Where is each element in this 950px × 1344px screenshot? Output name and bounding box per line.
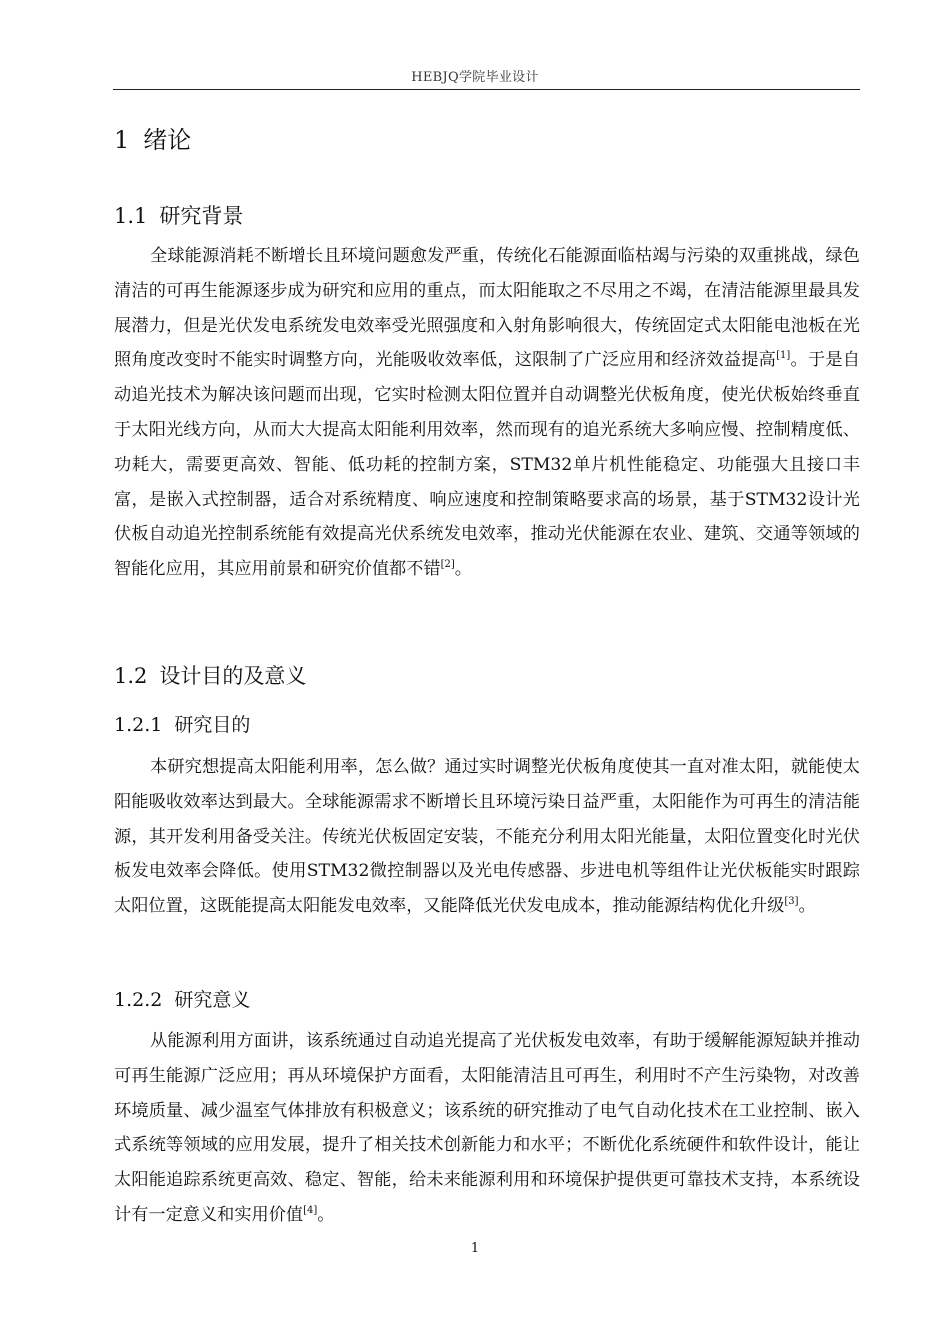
subsection-heading-1-2-2 <box>114 985 250 1012</box>
chapter-heading <box>114 120 191 155</box>
section-title: 研究背景 <box>159 204 244 228</box>
citation: [1] <box>776 350 791 362</box>
section-heading-1-1 <box>114 200 243 230</box>
paragraph-text: 从能源利用方面讲，该系统通过自动追光提高了光伏板发电效率，有助于缓解能源短缺并推动可再生能源广泛应用；再从环境保护方面看，太阳能清洁且可再生，利用时不产生污染物，对改善环境质量、减少温室气体排放有积极意义；该系统的研究推动了电气自动化技术在工业控制、嵌入式系统等领域的应用发展，提升了相关技术创新能力和水平；不断优化系统硬件和软件设计，能让太阳能追踪系统更高效、稳定、智能，给未来能源利用和环境保护提供更可靠技术支持，本系统设计有一定意义和实用价值 <box>114 1031 860 1225</box>
paragraph-text: 全球能源消耗不断增长且环境问题愈发严重，传统化石能源面临枯竭与污染的双重挑战，绿色清洁的可再生能源逐步成为研究和应用的重点，而太阳能取之不尽用之不竭，在清洁能源里最具发展潜力，但是光伏发电系统发电效率受光照强度和入射角影响很大，传统固定式太阳能电池板在光照角度改变时不能实时调整方向，光能吸收效率低，这限制了广泛应用和经济效益提高 <box>114 246 860 371</box>
paragraph-text: 本研究想提高太阳能利用率，怎么做？通过实时调整光伏板角度使其一直对准太阳，就能使太阳能吸收效率达到最大。全球能源需求不断增长且环境污染日益严重，太阳能作为可再生的清洁能源，其开发利用备受关注。传统光伏板固定安装，不能充分利用太阳光能量，太阳位置变化时光伏板发电效率会降低。使用STM32微控制器以及光电传感器、步进电机等组件让光伏板能实时跟踪太阳位置，这既能提高太阳能发电效率，又能降低光伏发电成本，推动能源结构优化升级 <box>114 757 860 917</box>
paragraph-text: 。 <box>454 559 472 580</box>
citation: [4] <box>303 1204 318 1216</box>
page-number: 1 <box>470 1241 480 1256</box>
chapter-number: 1 <box>114 126 130 154</box>
paragraph-significance <box>114 1024 860 1233</box>
subsection-title: 研究意义 <box>174 989 251 1011</box>
paragraph-text: 。 <box>317 1204 335 1225</box>
running-header: HEBJQ学院毕业设计 <box>411 70 539 85</box>
paragraph-purpose <box>114 750 860 924</box>
section-number: 1.2 <box>114 664 148 688</box>
subsection-number: 1.2.1 <box>114 714 163 736</box>
header-rule <box>113 89 860 90</box>
section-heading-1-2 <box>114 660 306 690</box>
subsection-title: 研究目的 <box>174 714 251 736</box>
paragraph-text: 。 <box>798 896 816 917</box>
citation: [3] <box>784 896 799 908</box>
paragraph-text: 。于是自动追光技术为解决该问题而出现，它实时检测太阳位置并自动调整光伏板角度，使光伏板始终垂直于太阳光线方向，从而大大提高太阳能利用效率，然而现有的追光系统大多响应慢、控制精度低、功耗大，需要更高效、智能、低功耗的控制方案，STM32单片机性能稳定、功能强大且接口丰富，是嵌入式控制器，适合对系统精度、响应速度和控制策略要求高的场景，基于STM32设计光伏板自动追光控制系统能有效提高光伏系统发电效率，推动光伏能源在农业、建筑、交通等领域的智能化应用，其应用前景和研究价值都不错 <box>114 350 860 580</box>
subsection-heading-1-2-1 <box>114 710 250 737</box>
paragraph-background <box>114 239 860 587</box>
citation: [2] <box>440 559 455 571</box>
chapter-title: 绪论 <box>143 126 192 154</box>
section-title: 设计目的及意义 <box>159 664 307 688</box>
subsection-number: 1.2.2 <box>114 989 163 1011</box>
section-number: 1.1 <box>114 204 148 228</box>
